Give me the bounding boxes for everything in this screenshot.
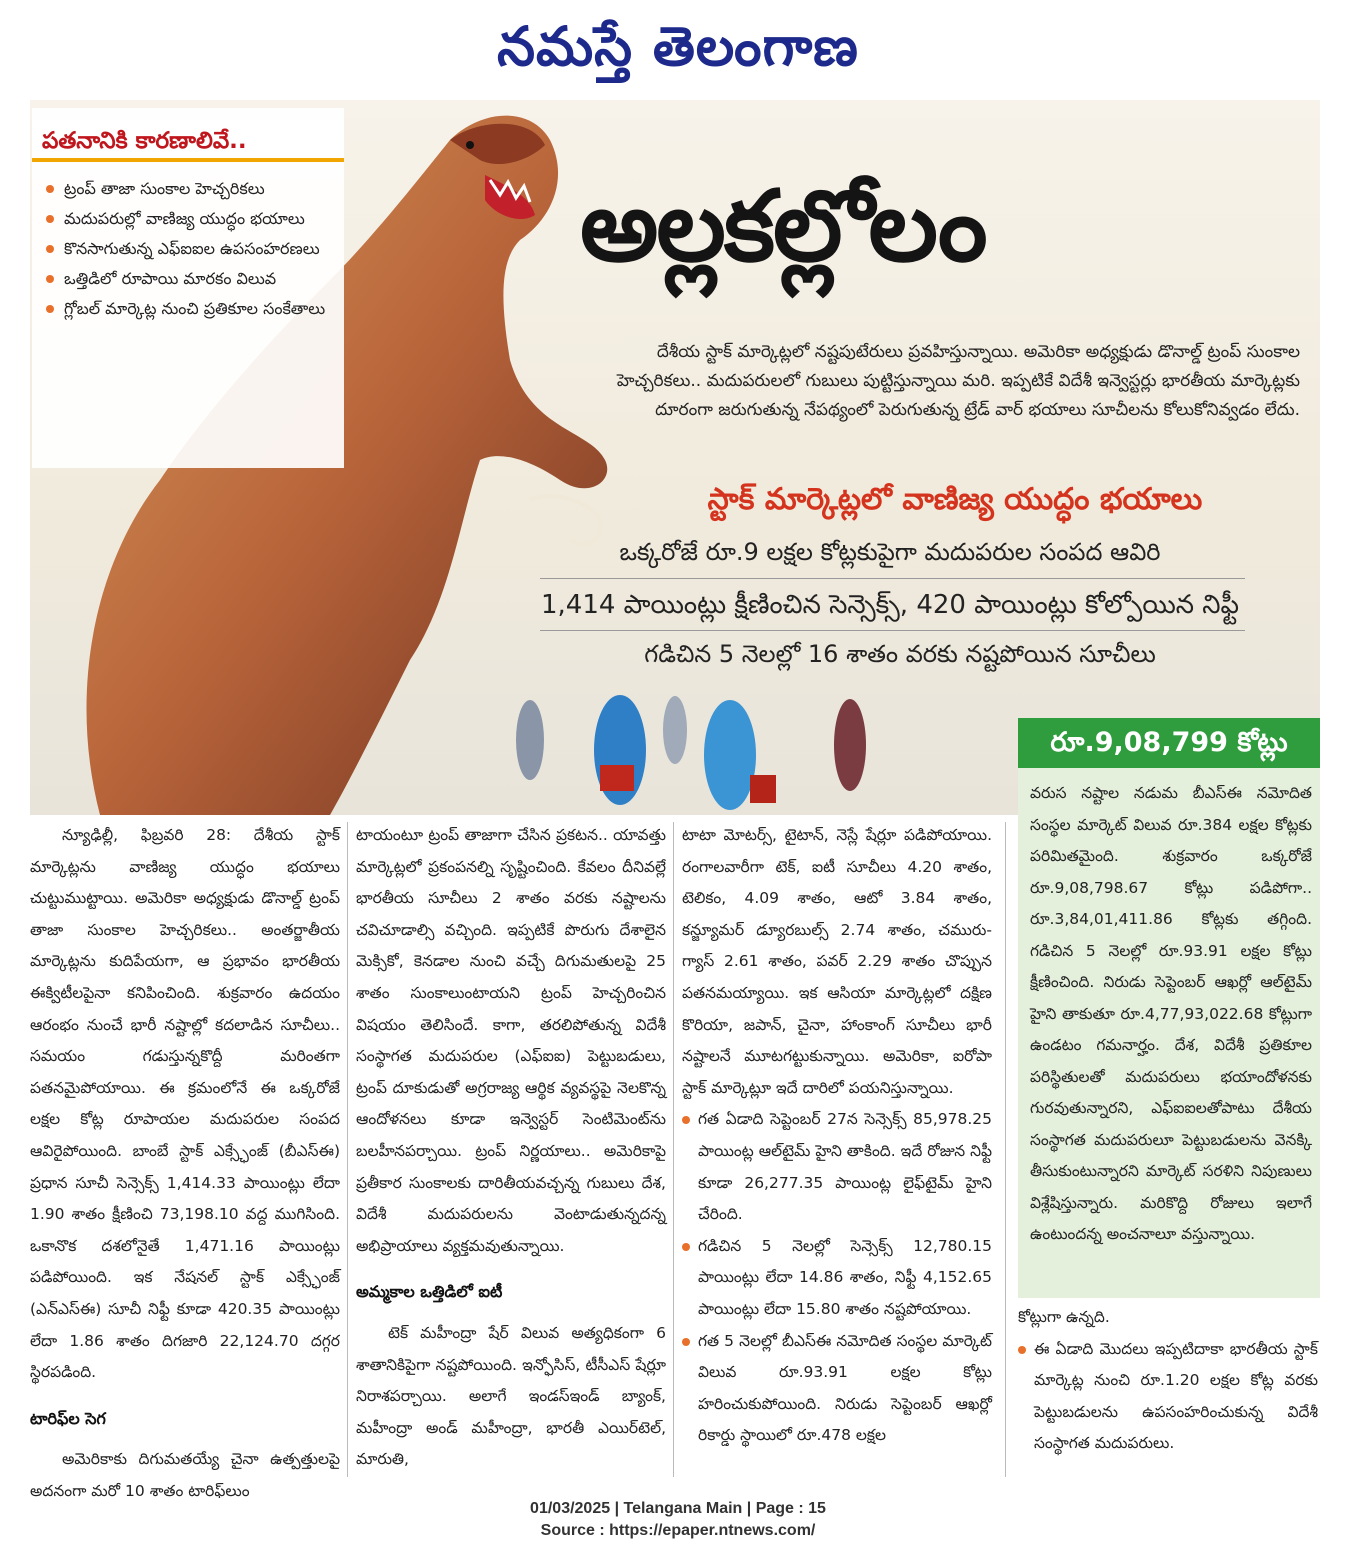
list-item: ఒత్తిడిలో రూపాయి మారకం విలువ <box>46 266 336 292</box>
paragraph: టాటా మోటర్స్, టైటాన్, నెస్లే షేర్లూ పడిపోయాయి. రంగాలవారీగా టెక్, ఐటీ సూచీలు 4.20 శాతం, టెలికం, 4.09 శాతం, ఆటో 3.84 శాతం, కన్జ్యూమర్ డ్యూరబుల్స్ 2.74 శాతం, చమురు-గ్యాస్ 2.61 శాతం, పవర్ 2.29 శాతం చొప్పున పతనమయ్యాయి. ఇక ఆసియా మార్కెట్లలో దక్షిణ కొరియా, జపాన్, చైనా, హాంకాంగ్ సూచీలు భారీ నష్టాలనే మూటగట్టుకున్నాయి. అమెరికా, ఐరోపా స్టాక్ మార్కెట్లూ ఇదే దారిలో పయనిస్తున్నాయి. <box>682 826 992 1097</box>
divider <box>540 630 1245 631</box>
list-item: మదుపరుల్లో వాణిజ్య యుద్ధం భయాలు <box>46 206 336 232</box>
list-item: కొనసాగుతున్న ఎఫ్ఐఐల ఉపసంహరణలు <box>46 236 336 262</box>
list-item: గత ఏడాది సెప్టెంబర్ 27న సెన్సెక్స్ 85,978.25 పాయింట్ల ఆల్‌టైమ్ హైని తాకింది. ఇదే రోజున నిఫ్టీ కూడా 26,277.35 పాయింట్ల లైఫ్‌టైమ్ హైని చేరింది. <box>682 1104 992 1230</box>
section-heading: టారిఫ్‌ల సెగ <box>30 1408 106 1428</box>
masthead <box>0 0 1356 90</box>
subheadline-primary: స్టాక్ మార్కెట్లలో వాణిజ్య యుద్ధం భయాలు <box>707 482 1203 517</box>
divider <box>540 578 1245 579</box>
footer-source-link[interactable]: Source : https://epaper.ntnews.com/ <box>540 1522 816 1539</box>
paragraph: న్యూఢిల్లీ, ఫిబ్రవరి 28: దేశీయ స్టాక్ మార్కెట్లను వాణిజ్య యుద్ధం భయాలు చుట్టుముట్టాయి. అమెరికా అధ్యక్షుడు డొనాల్డ్ ట్రంప్ తాజా సుంకాల హెచ్చరికలు.. అంతర్జాతీయ మార్కెట్లను కుదిపేయగా, ఆ ప్రభావం భారతీయ ఈక్విటీలపైనా కనిపించింది. శుక్రవారం ఉదయం ఆరంభం నుంచే భారీ నష్టాల్లో కదలాడిన సూచీలు.. సమయం గడుస్తున్నకొద్దీ మరింతగా పతనమైపోయాయి. ఈ క్రమంలోనే ఈ ఒక్కరోజే లక్షల కోట్ల రూపాయల మదుపరుల సంపద ఆవిరైపోయింది. బాంబే స్టాక్ ఎక్స్ఛేంజ్ (బీఎస్ఈ) ప్రధాన సూచీ సెన్సెక్స్ 1,414.33 పాయింట్లు లేదా 1.90 శాతం క్షీణించి 73,198.10 వద్ద ముగిసింది. ఒకానొక దశలోనైతే 1,471.16 పాయింట్లు పడిపోయింది. ఇక నేషనల్ స్టాక్ ఎక్స్ఛేంజ్ (ఎన్ఎస్ఈ) సూచీ నిఫ్టీ కూడా 420.35 పాయింట్లు లేదా 1.86 శాతం దిగజారి 22,124.70 దగ్గర స్థిరపడింది. <box>30 826 340 1382</box>
subheadline: 1,414 పాయింట్లు క్షీణించిన సెన్సెక్స్, 420 పాయింట్లు కోల్పోయిన నిఫ్టీ <box>540 590 1240 620</box>
reasons-list <box>46 176 336 326</box>
article-column-2 <box>356 820 666 1476</box>
subheadline: గడిచిన 5 నెలల్లో 16 శాతం వరకు నష్టపోయిన సూచీలు <box>644 640 1156 668</box>
reasons-title: పతనానికి కారణాలివే.. <box>32 120 344 162</box>
article-column-3 <box>682 820 992 1452</box>
newspaper-logo: నమస్తే తెలంగాణ <box>497 14 859 78</box>
column-divider <box>673 822 674 1477</box>
subheadline: ఒక్కరోజే రూ.9 లక్షల కోట్లకుపైగా మదుపరుల సంపద ఆవిరి <box>619 538 1161 566</box>
paragraph: అమెరికాకు దిగుమతయ్యే చైనా ఉత్పత్తులపై అదనంగా మరో 10 శాతం టారిఫ్‌లుం <box>30 1450 340 1500</box>
page-footer <box>0 1498 1356 1542</box>
article-column-1 <box>30 820 340 1507</box>
column-divider <box>347 822 348 1477</box>
paragraph: టాయంటూ ట్రంప్ తాజాగా చేసిన ప్రకటన.. యావత్తు మార్కెట్లలో ప్రకంపనల్ని సృష్టించింది. కేవలం దీనివల్లే భారతీయ సూచీలు 2 శాతం వరకు నష్టాలను చవిచూడాల్సి వచ్చింది. ఇప్పటికే పొరుగు దేశాలైన మెక్సికో, కెనడాల నుంచి వచ్చే దిగుమతులపై 25 శాతం సుంకాలుంటాయని ట్రంప్ హెచ్చరించిన విషయం తెలిసిందే. కాగా, తరలిపోతున్న విదేశీ సంస్థాగత మదుపరుల (ఎఫ్ఐఐ) పెట్టుబడులు, ట్రంప్ దూకుడుతో అగ్రరాజ్య ఆర్థిక వ్యవస్థపై నెలకొన్న ఆందోళనలు కూడా ఇన్వెస్టర్ సెంటిమెంట్‌ను బలహీనపర్చాయి. ట్రంప్ నిర్ణయాలు.. అమెరికాపై ప్రతీకార సుంకాలకు దారితీయవచ్చన్న గుబులు దేశ, విదేశీ మదుపరులను వెంటాడుతున్నదన్న అభిప్రాయాలు వ్యక్తమవుతున్నాయి. <box>356 826 666 1255</box>
paragraph: టెక్ మహీంద్రా షేర్ విలువ అత్యధికంగా 6 శాతానికిపైగా నష్టపోయింది. ఇన్ఫోసిస్, టీసీఎస్ షేర్లూ నిరాశపర్చాయి. అలాగే ఇండస్ఇండ్ బ్యాంక్, మహీంద్రా అండ్ మహీంద్రా, భారతీ ఎయిర్‌టెల్, మారుతి, <box>356 1323 666 1469</box>
main-headline: అల్లకల్లోలం <box>580 170 986 284</box>
side-box-text: వరుస నష్టాల నడుమ బీఎస్ఈ నమోదిత సంస్థల మార్కెట్ విలువ రూ.384 లక్షల కోట్లకు పరిమితమైంది. శుక్రవారం ఒక్కరోజే రూ.9,08,798.67 కోట్లు పడిపోగా.. రూ.3,84,01,411.86 కోట్లకు తగ్గింది. గడిచిన 5 నెలల్లో రూ.93.91 లక్షల కోట్లు క్షీణించింది. నిరుడు సెప్టెంబర్ ఆఖర్లో ఆల్‌టైమ్ హైని తాకుతూ రూ.4,77,93,022.68 కోట్లుగా ఉండటం గమనార్హం. దేశ, విదేశీ ప్రతికూల పరిస్థితులతో మదుపరులు భయాందోళనకు గురవుతున్నారని, ఎఫ్ఐఐలతోపాటు దేశీయ సంస్థాగత మదుపరులూ పెట్టుబడులను వెనక్కి తీసుకుంటున్నారని మార్కెట్ సరళిని నిపుణులు విశ్లేషిస్తున్నారు. మరికొద్ది రోజులు ఇలాగే ఉంటుందన్న అంచనాలూ వస్తున్నాయి. <box>1030 784 1312 1243</box>
column-divider <box>1005 822 1006 1477</box>
bullet-list <box>682 1104 992 1452</box>
fleeing-investors-illustration <box>450 660 900 815</box>
intro-paragraph: దేశీయ స్టాక్ మార్కెట్లలో నష్టపుటేరులు ప్రవహిస్తున్నాయి. అమెరికా అధ్యక్షుడు డొనాల్డ్ ట్రంప్ సుంకాల హెచ్చరికలు.. మదుపరులలో గుబులు పుట్టిస్తున్నాయి మరి. ఇప్పటికే విదేశీ ఇన్వెస్టర్లు భారతీయ మార్కెట్లకు దూరంగా జరుగుతున్న నేపథ్యంలో పెరుగుతున్న ట్రేడ్ వార్ భయాలు సూచీలను కోలుకోనివ్వడం లేదు. <box>616 342 1300 420</box>
section-heading: అమ్మకాల ఒత్తిడిలో ఐటీ <box>356 1282 503 1302</box>
side-box-title: రూ.9,08,799 కోట్లు <box>1018 718 1320 768</box>
paragraph: కోట్లుగా ఉన్నది. <box>1018 1308 1110 1326</box>
article-column-4 <box>1018 1302 1318 1460</box>
side-box <box>1018 718 1320 1298</box>
list-item: గత 5 నెలల్లో బీఎస్ఈ నమోదిత సంస్థల మార్కెట్ విలువ రూ.93.91 లక్షల కోట్లు హరించుకుపోయింది. నిరుడు సెప్టెంబర్ ఆఖర్లో రికార్డు స్థాయిలో రూ.478 లక్షల <box>682 1326 992 1452</box>
reasons-box <box>32 108 344 468</box>
list-item: ఈ ఏడాది మొదలు ఇప్పటిదాకా భారతీయ స్టాక్ మార్కెట్ల నుంచి రూ.1.20 లక్షల కోట్ల వరకు పెట్టుబడులను ఉపసంహరించుకున్న విదేశీ సంస్థాగత మదుపరులు. <box>1018 1334 1318 1460</box>
footer-date-page: 01/03/2025 | Telangana Main | Page : 15 <box>530 1500 826 1517</box>
list-item: ట్రంప్ తాజా సుంకాల హెచ్చరికలు <box>46 176 336 202</box>
list-item: గ్లోబల్ మార్కెట్ల నుంచి ప్రతికూల సంకేతాలు <box>46 296 336 322</box>
bullet-list <box>1018 1334 1318 1460</box>
list-item: గడిచిన 5 నెలల్లో సెన్సెక్స్ 12,780.15 పాయింట్లు లేదా 14.86 శాతం, నిఫ్టీ 4,152.65 పాయింట్లు లేదా 15.80 శాతం నష్టపోయాయి. <box>682 1231 992 1326</box>
